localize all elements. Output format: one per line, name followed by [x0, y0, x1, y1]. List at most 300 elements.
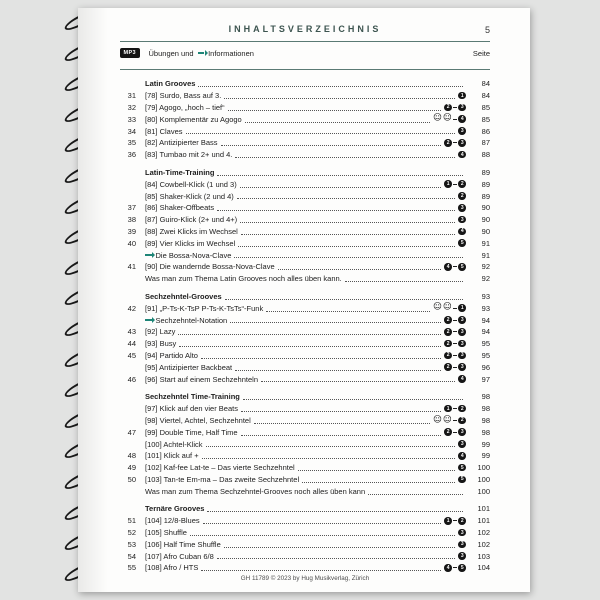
dotted-leader: [302, 482, 455, 483]
level-badges: [444, 328, 466, 336]
entry-title: [145, 103, 225, 112]
entry-title: [145, 227, 238, 236]
page-ref: 102: [477, 528, 490, 538]
legend-divider: [120, 69, 490, 70]
level-dot: 2: [444, 352, 452, 360]
range-dash: [453, 184, 457, 185]
level-badges: [458, 476, 466, 484]
level-dot: 3: [458, 216, 466, 224]
toc-row: [120, 125, 490, 137]
page-ref: 100: [477, 463, 490, 473]
level-badges: [444, 564, 466, 572]
entry-title: [145, 262, 275, 271]
entry-title-text: Sechzehntel Time-Training: [145, 392, 240, 402]
section-header-row: [120, 78, 490, 90]
mp3-track-number: 42: [127, 303, 136, 313]
entry-title-text: [101] Klick auf +: [145, 451, 199, 461]
dotted-leader: [241, 234, 456, 235]
level-dot: 3: [458, 204, 466, 212]
entry-title-text: [81] Claves: [145, 126, 183, 136]
range-dash: [453, 266, 457, 267]
page-ref: 102: [477, 539, 490, 549]
level-dot: 2: [458, 192, 466, 200]
level-badges: [458, 127, 466, 135]
toc-row: [120, 261, 490, 273]
dotted-leader: [298, 470, 456, 471]
level-dot: 1: [458, 304, 466, 312]
toc-row: [120, 214, 490, 226]
section-header-row: [120, 291, 490, 303]
mp3-track-number: 45: [127, 350, 136, 360]
mp3-track-number: 46: [127, 374, 136, 384]
mp3-track-number: 34: [127, 126, 136, 136]
entry-title-text: Was man zum Thema Sechzehntel-Grooves noch alles üben kann: [145, 486, 366, 496]
mp3-track-number: 44: [127, 339, 136, 349]
mp3-track-number: 38: [127, 215, 136, 225]
level-dot: 5: [458, 239, 466, 247]
entry-title-text: [90] Die wandernde Bossa-Nova-Clave: [145, 262, 275, 272]
page-ref: 90: [481, 226, 490, 236]
dotted-leader: [206, 446, 456, 447]
level-dot: 2: [458, 405, 466, 413]
page-ref: 91: [481, 238, 490, 248]
level-dot: 3: [458, 552, 466, 560]
level-dot: 2: [458, 517, 466, 525]
smiley-icon: ☺: [433, 302, 443, 313]
page-title: INHALTSVERZEICHNIS: [228, 24, 382, 34]
entry-title: [145, 127, 183, 136]
mp3-track-number: 55: [127, 563, 136, 573]
entry-title-text: [78] Surdo, Bass auf 3.: [145, 91, 222, 101]
dotted-leader: [243, 399, 463, 400]
dotted-leader: [190, 535, 455, 536]
smiley-icon: ☺: [443, 302, 452, 313]
range-dash: [453, 308, 457, 309]
level-dot: 4: [458, 115, 466, 123]
entry-title-text: [95] Antizipierter Backbeat: [145, 362, 233, 372]
dotted-leader: [224, 547, 456, 548]
entry-title-text: [91] „P-Ts-K-TsP P-Ts-K-TsTs“-Funk: [145, 303, 264, 313]
page-ref: 100: [477, 486, 490, 496]
range-dash: [453, 343, 457, 344]
level-badges: [444, 263, 466, 271]
toc-section: [120, 291, 490, 385]
dotted-leader: [245, 122, 430, 123]
page-ref: 101: [477, 516, 490, 526]
page-ref: 89: [481, 167, 490, 177]
page-ref: 99: [481, 439, 490, 449]
toc-row: [120, 562, 490, 574]
dotted-leader: [179, 346, 441, 347]
entry-title: [145, 91, 221, 100]
toc-row: [120, 237, 490, 249]
smiley-icon: ☺: [443, 414, 452, 425]
page-ref: 100: [477, 474, 490, 484]
toc-row: [120, 102, 490, 114]
toc-row: [120, 190, 490, 202]
entry-title: [145, 351, 198, 360]
level-dot: 1: [458, 92, 466, 100]
level-badges: [433, 115, 466, 123]
entry-title-text: [107] Afro Cuban 6/8: [145, 551, 214, 561]
mp3-track-number: 54: [127, 551, 136, 561]
level-badges: [458, 552, 466, 560]
dotted-leader: [217, 210, 455, 211]
right-arrow-icon: [198, 52, 205, 55]
range-dash: [453, 432, 457, 433]
smiley-icon: ☺: [433, 414, 443, 425]
mp3-badge: MP3: [120, 48, 140, 58]
page-ref: 104: [477, 563, 490, 573]
toc-row: [120, 538, 490, 550]
page-ref: 90: [481, 215, 490, 225]
level-badges: [444, 316, 466, 324]
entry-title-text: Die Bossa-Nova-Clave: [155, 250, 232, 260]
toc-row: [120, 550, 490, 562]
entry-title: [145, 563, 198, 572]
right-arrow-icon: [145, 319, 152, 322]
page-ref: 96: [481, 362, 490, 372]
entry-title: [145, 251, 231, 260]
level-dot: 2: [444, 363, 452, 371]
level-dot: 3: [458, 104, 466, 112]
entry-title-text: [105] Shuffle: [145, 528, 187, 538]
toc-sections: [120, 78, 490, 574]
page-ref: 89: [481, 191, 490, 201]
level-dot: 1: [444, 405, 452, 413]
page-ref: 98: [481, 415, 490, 425]
level-badges: [458, 464, 466, 472]
level-badges: [458, 92, 466, 100]
mp3-track-number: 49: [127, 463, 136, 473]
level-dot: 5: [458, 263, 466, 271]
entry-title: [145, 215, 237, 224]
range-dash: [453, 331, 457, 332]
page-ref: 92: [481, 262, 490, 272]
entry-title: [145, 304, 263, 313]
mp3-track-number: 51: [127, 516, 136, 526]
entry-title-text: [100] Achtel-Klick: [145, 439, 203, 449]
section-header-row: [120, 391, 490, 403]
level-badges: [444, 104, 466, 112]
toc-row: [120, 338, 490, 350]
entry-title-text: [93] Busy: [145, 339, 177, 349]
range-dash: [453, 119, 457, 120]
level-dot: 4: [458, 228, 466, 236]
entry-title: [145, 138, 218, 147]
entry-title-text: [83] Tumbao mit 2+ und 4.: [145, 150, 233, 160]
toc-row: [120, 90, 490, 102]
mp3-track-number: 33: [127, 114, 136, 124]
entry-title: [145, 552, 214, 561]
mp3-track-number: 40: [127, 238, 136, 248]
entry-title-text: [99] Double Time, Half Time: [145, 427, 238, 437]
dotted-leader: [254, 423, 430, 424]
page-ref: 98: [481, 404, 490, 414]
section-header-row: [120, 167, 490, 179]
dotted-leader: [201, 570, 441, 571]
dotted-leader: [230, 322, 441, 323]
entry-title: [145, 339, 176, 348]
page-ref: 97: [481, 374, 490, 384]
toc-row: [120, 485, 490, 497]
level-dot: 3: [458, 541, 466, 549]
entry-title-text: [92] Lazy: [145, 327, 176, 337]
smiley-icon: ☺: [433, 113, 443, 124]
level-dot: 2: [444, 340, 452, 348]
toc-row: [120, 426, 490, 438]
level-dot: 1: [444, 517, 452, 525]
entry-title-text: [80] Komplementär zu Agogo: [145, 114, 242, 124]
legend-text-pre: Übungen und: [148, 48, 194, 58]
mp3-track-number: 35: [127, 138, 136, 148]
range-dash: [453, 567, 457, 568]
entry-title-text: [89] Vier Klicks im Wechsel: [145, 238, 236, 248]
level-dot: 3: [458, 428, 466, 436]
toc-row: [120, 178, 490, 190]
page-ref: 91: [481, 250, 490, 260]
toc-row: [120, 515, 490, 527]
level-badges: [458, 452, 466, 460]
entry-title-text: Latin Grooves: [145, 79, 196, 89]
entry-title: [145, 150, 232, 159]
toc-row: [120, 149, 490, 161]
entry-title: [145, 375, 258, 384]
toc-row: [120, 226, 490, 238]
entry-title: [145, 392, 240, 401]
toc-row: [120, 350, 490, 362]
level-dot: 3: [458, 127, 466, 135]
page-ref: 93: [481, 303, 490, 313]
entry-title: [145, 292, 222, 301]
dotted-leader: [345, 281, 463, 282]
dotted-leader: [235, 370, 441, 371]
entry-title: [145, 180, 237, 189]
level-dot: 5: [458, 464, 466, 472]
toc-row: [120, 438, 490, 450]
entry-title: [145, 404, 238, 413]
toc-section: [120, 391, 490, 497]
level-dot: 3: [458, 316, 466, 324]
level-badges: [444, 428, 466, 436]
page-header: [120, 24, 490, 36]
range-dash: [453, 420, 457, 421]
range-dash: [453, 408, 457, 409]
dotted-leader: [238, 246, 455, 247]
dotted-leader: [178, 334, 441, 335]
entry-title: [145, 416, 251, 425]
dotted-leader: [224, 98, 455, 99]
level-badges: [458, 204, 466, 212]
dotted-leader: [278, 269, 442, 270]
entry-title-text: [102] Kaf-fee Lat-te – Das vierte Sechzehntel: [145, 463, 295, 473]
entry-title-text: [84] Cowbell-Klick (1 und 3): [145, 179, 237, 189]
toc-row: [120, 113, 490, 125]
toc-row: [120, 462, 490, 474]
level-badges: [458, 216, 466, 224]
level-badges: [444, 405, 466, 413]
mp3-track-number: 32: [127, 102, 136, 112]
entry-title: [145, 540, 221, 549]
toc-row: [120, 361, 490, 373]
level-dot: 2: [444, 316, 452, 324]
level-dot: 2: [444, 139, 452, 147]
level-badges: [444, 363, 466, 371]
entry-title-text: [97] Klick auf den vier Beats: [145, 404, 238, 414]
page-ref: 85: [481, 102, 490, 112]
dotted-leader: [240, 222, 455, 223]
entry-title: [145, 115, 242, 124]
toc-row: [120, 273, 490, 285]
level-dot: 3: [458, 139, 466, 147]
page-ref: 98: [481, 392, 490, 402]
mp3-track-number: 43: [127, 327, 136, 337]
level-badges: [444, 517, 466, 525]
dotted-leader: [217, 558, 456, 559]
entry-title-text: [79] Agogo, „hoch – tief“: [145, 102, 225, 112]
page-ref: 86: [481, 126, 490, 136]
entry-title: [145, 451, 199, 460]
page-ref: 95: [481, 350, 490, 360]
dotted-leader: [198, 86, 463, 87]
level-badges: [458, 529, 466, 537]
legend-row: [120, 42, 490, 64]
entry-title-text: Latin-Time-Training: [145, 167, 215, 177]
entry-title-text: [85] Shaker-Klick (2 und 4): [145, 191, 234, 201]
book-page: [78, 8, 530, 592]
right-arrow-icon: [145, 254, 152, 257]
range-dash: [453, 520, 457, 521]
level-dot: 4: [444, 263, 452, 271]
page-column-label: Seite: [472, 48, 490, 58]
level-dot: 3: [458, 363, 466, 371]
page-ref: 90: [481, 203, 490, 213]
mp3-track-number: 48: [127, 451, 136, 461]
toc-row: [120, 474, 490, 486]
entry-title-text: Sechzehntel-Grooves: [145, 291, 222, 301]
toc-row: [120, 450, 490, 462]
level-dot: 4: [444, 564, 452, 572]
entry-title: [145, 79, 195, 88]
mp3-track-number: 47: [127, 427, 136, 437]
dotted-leader: [241, 411, 441, 412]
level-dot: 4: [458, 452, 466, 460]
level-dot: 4: [458, 151, 466, 159]
entry-title: [145, 428, 238, 437]
range-dash: [453, 355, 457, 356]
level-dot: 4: [458, 375, 466, 383]
entry-title: [145, 487, 365, 496]
entry-title-text: [108] Afro / HTS: [145, 563, 199, 573]
level-dot: 1: [444, 180, 452, 188]
toc-row: [120, 249, 490, 261]
page-ref: 93: [481, 291, 490, 301]
level-badges: [458, 375, 466, 383]
page-ref: 89: [481, 179, 490, 189]
entry-title: [145, 528, 187, 537]
entry-title-text: Was man zum Thema Latin Grooves noch alles üben kann.: [145, 274, 342, 284]
entry-title: [145, 192, 234, 201]
dotted-leader: [217, 175, 463, 176]
level-badges: [458, 541, 466, 549]
range-dash: [453, 107, 457, 108]
dotted-leader: [235, 157, 455, 158]
page-ref: 87: [481, 138, 490, 148]
entry-title-text: [88] Zwei Klicks im Wechsel: [145, 226, 238, 236]
page-ref: 95: [481, 339, 490, 349]
toc-row: [120, 137, 490, 149]
entry-title: [145, 440, 203, 449]
entry-title: [145, 239, 235, 248]
level-badges: [444, 180, 466, 188]
page-number: 5: [484, 25, 490, 35]
dotted-leader: [241, 435, 442, 436]
mp3-track-number: 53: [127, 539, 136, 549]
page-ref: 94: [481, 327, 490, 337]
toc-row: [120, 403, 490, 415]
mp3-track-number: 36: [127, 150, 136, 160]
level-badges: [433, 414, 466, 425]
page-ref: 92: [481, 274, 490, 284]
dotted-leader: [207, 511, 463, 512]
level-dot: 3: [458, 352, 466, 360]
dotted-leader: [201, 358, 441, 359]
level-badges: [458, 192, 466, 200]
toc-row: [120, 326, 490, 338]
entry-title-text: [104] 12/8-Blues: [145, 516, 200, 526]
toc-section: [120, 78, 490, 161]
entry-title-text: [103] Tan-te Em-ma – Das zweite Sechzehntel: [145, 474, 300, 484]
page-ref: 98: [481, 427, 490, 437]
entry-title-text: [106] Half Time Shuffle: [145, 539, 221, 549]
toc-row: [120, 314, 490, 326]
page-content: [120, 24, 490, 582]
page-ref: 84: [481, 79, 490, 89]
smiley-icon: ☺: [443, 113, 452, 124]
toc-row: [120, 415, 490, 427]
range-dash: [453, 367, 457, 368]
level-badges: [458, 239, 466, 247]
level-dot: 2: [444, 328, 452, 336]
toc-row: [120, 527, 490, 539]
range-dash: [453, 142, 457, 143]
level-badges: [458, 228, 466, 236]
toc-section: [120, 503, 490, 574]
entry-title-text: [87] Guiro-Klick (2+ und 4+): [145, 215, 238, 225]
dotted-leader: [225, 299, 463, 300]
mp3-track-number: 37: [127, 203, 136, 213]
dotted-leader: [234, 257, 463, 258]
range-dash: [453, 320, 457, 321]
page-ref: 84: [481, 91, 490, 101]
page-ref: 94: [481, 315, 490, 325]
dotted-leader: [228, 110, 442, 111]
level-badges: [444, 352, 466, 360]
mp3-track-number: 39: [127, 226, 136, 236]
entry-title-text: Ternäre Grooves: [145, 504, 205, 514]
entry-title-text: [86] Shaker-Offbeats: [145, 203, 215, 213]
entry-title: [145, 203, 214, 212]
dotted-leader: [266, 311, 430, 312]
toc-row: [120, 373, 490, 385]
dotted-leader: [261, 381, 455, 382]
entry-title-text: [82] Antizipierter Bass: [145, 138, 218, 148]
level-dot: 5: [458, 476, 466, 484]
entry-title-text: [96] Start auf einem Sechzehnteln: [145, 374, 258, 384]
level-badges: [444, 340, 466, 348]
mp3-track-number: 52: [127, 528, 136, 538]
dotted-leader: [186, 133, 456, 134]
